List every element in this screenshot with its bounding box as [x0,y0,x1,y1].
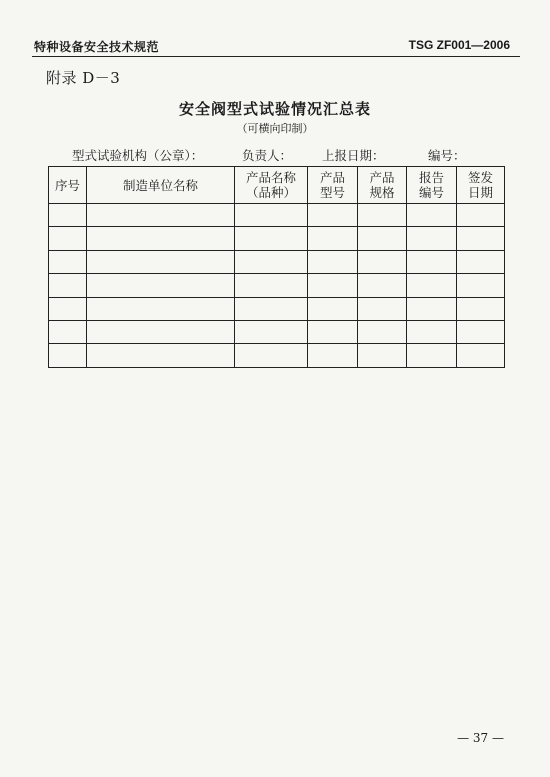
report-date-field: 上报日期： [322,148,385,163]
running-header-title: 特种设备安全技术规范 [34,40,160,54]
column-header-manufacturer [87,167,235,204]
table-cell [235,344,308,367]
table-cell [235,274,308,297]
table-row [49,204,505,227]
table-cell [358,204,407,227]
table-cell [308,204,358,227]
table-row [49,250,505,273]
table-cell [358,344,407,367]
table-cell [49,250,87,273]
column-header-line1: 签发 [467,170,493,185]
table-row [49,227,505,250]
table-cell [49,344,87,367]
table-cell [358,274,407,297]
table-cell [457,297,505,320]
table-cell [235,204,308,227]
table-cell [87,320,235,343]
table-cell [358,227,407,250]
column-header-line1: 产品名称 [245,170,296,185]
table-cell [235,250,308,273]
column-header-line2: 日期 [467,185,493,200]
table-cell [407,297,457,320]
table-cell [407,344,457,367]
table-cell [358,320,407,343]
table-cell [457,320,505,343]
table-cell [87,344,235,367]
table-cell [87,274,235,297]
table-cell [457,204,505,227]
table-row [49,274,505,297]
table-cell [457,227,505,250]
summary-table [48,166,505,368]
table-cell [87,250,235,273]
column-header-line2: 型号 [319,185,345,200]
column-header-issue-date [457,167,505,204]
column-header-line1: 制造单位名称 [122,177,198,193]
column-header-line2: （品种） [245,185,296,200]
table-row [49,320,505,343]
document-title: 安全阀型式试验情况汇总表 [178,100,371,118]
table-cell [308,250,358,273]
table-cell [407,320,457,343]
column-header-line1: 报告 [418,170,444,185]
table-row [49,297,505,320]
table-cell [49,274,87,297]
table-cell [49,320,87,343]
table-header-row [49,167,505,204]
column-header-product-name [235,167,308,204]
column-header-product-spec [358,167,407,204]
table-cell [407,227,457,250]
column-header-serial [49,167,87,204]
column-header-line1: 产品 [369,170,395,185]
column-header-product-model [308,167,358,204]
table-cell [87,227,235,250]
table-cell [308,227,358,250]
table-cell [49,204,87,227]
table-cell [457,274,505,297]
table-cell [358,250,407,273]
column-header-line1: 产品 [319,170,345,185]
table-cell [407,274,457,297]
table-cell [308,320,358,343]
table-cell [49,227,87,250]
table-cell [235,297,308,320]
page-number: — 37 — [457,731,504,745]
table-cell [87,204,235,227]
table-cell [235,227,308,250]
serial-number-field: 编号： [428,148,466,163]
table-cell [407,204,457,227]
document-subtitle: （可横向印制） [236,122,314,135]
table-cell [49,297,87,320]
table-cell [358,297,407,320]
table-cell [87,297,235,320]
column-header-line2: 编号 [418,185,444,200]
test-org-field: 型式试验机构（公章）： [72,148,204,163]
table-cell [407,250,457,273]
table-cell [235,320,308,343]
header-divider [32,56,520,57]
responsible-person-field: 负责人： [242,148,293,163]
table-cell [308,297,358,320]
table-row [49,344,505,367]
running-header-code: TSG ZF001—2006 [408,38,510,52]
column-header-line2: 规格 [369,185,395,200]
table-cell [457,250,505,273]
appendix-label: 附录 D－3 [46,69,121,87]
column-header-report-number [407,167,457,204]
table-cell [308,344,358,367]
table-cell [457,344,505,367]
column-header-line1: 序号 [54,177,80,193]
table-cell [308,274,358,297]
